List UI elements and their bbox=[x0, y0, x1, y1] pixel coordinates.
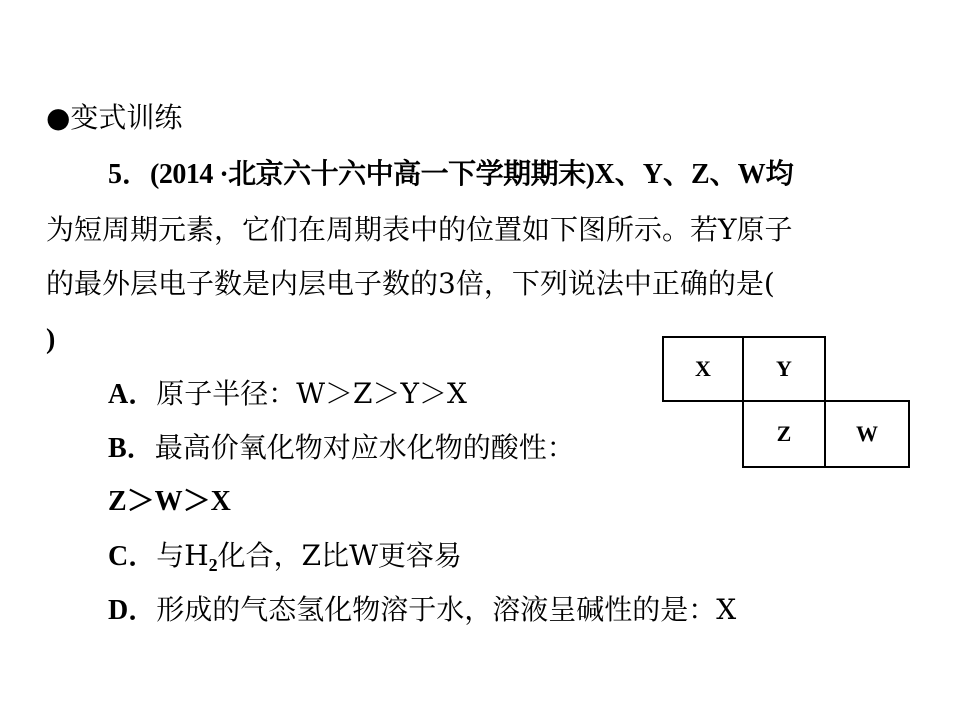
option-c-subscript: 2 bbox=[208, 555, 218, 575]
option-d-label: D． bbox=[108, 595, 157, 626]
option-a bbox=[108, 374, 467, 415]
option-b-label: B． bbox=[108, 433, 155, 464]
question-line-1 bbox=[108, 154, 794, 195]
option-c-text-post: 化合，Z比W更容易 bbox=[217, 539, 462, 572]
question-line-2: 为短周期元素，它们在周期表中的位置如下图所示。若Y原子 bbox=[46, 213, 793, 246]
option-d bbox=[108, 590, 736, 631]
option-a-label: A． bbox=[108, 379, 157, 410]
cell-w: W bbox=[824, 400, 910, 468]
option-c bbox=[108, 536, 462, 577]
question-line-4: ) bbox=[46, 324, 56, 355]
question-source: (2014 ·北京六十六中高一下学期期末) bbox=[150, 159, 595, 190]
question-line-3: 的最外层电子数是内层电子数的3倍，下列说法中正确的是( bbox=[46, 267, 775, 300]
option-b-text: 最高价氧化物对应水化物的酸性： bbox=[154, 431, 575, 464]
cell-y: Y bbox=[742, 336, 826, 402]
option-a-text: 原子半径：W＞Z＞Y＞X bbox=[156, 377, 467, 410]
cell-x: X bbox=[662, 336, 744, 402]
option-b bbox=[108, 428, 575, 469]
cell-z: Z bbox=[742, 400, 826, 468]
periodic-table-figure bbox=[662, 336, 912, 468]
question-line-1-tail: X、Y、Z、W均 bbox=[594, 159, 794, 190]
option-c-label: C． bbox=[108, 541, 157, 572]
question-number: 5． bbox=[108, 159, 151, 190]
section-title: ●变式训练 bbox=[46, 101, 183, 134]
option-c-text-pre: 与H bbox=[156, 539, 209, 572]
option-d-text: 形成的气态氢化物溶于水，溶液呈碱性的是：X bbox=[156, 593, 737, 626]
option-b-continuation: Z＞W＞X bbox=[108, 486, 231, 517]
